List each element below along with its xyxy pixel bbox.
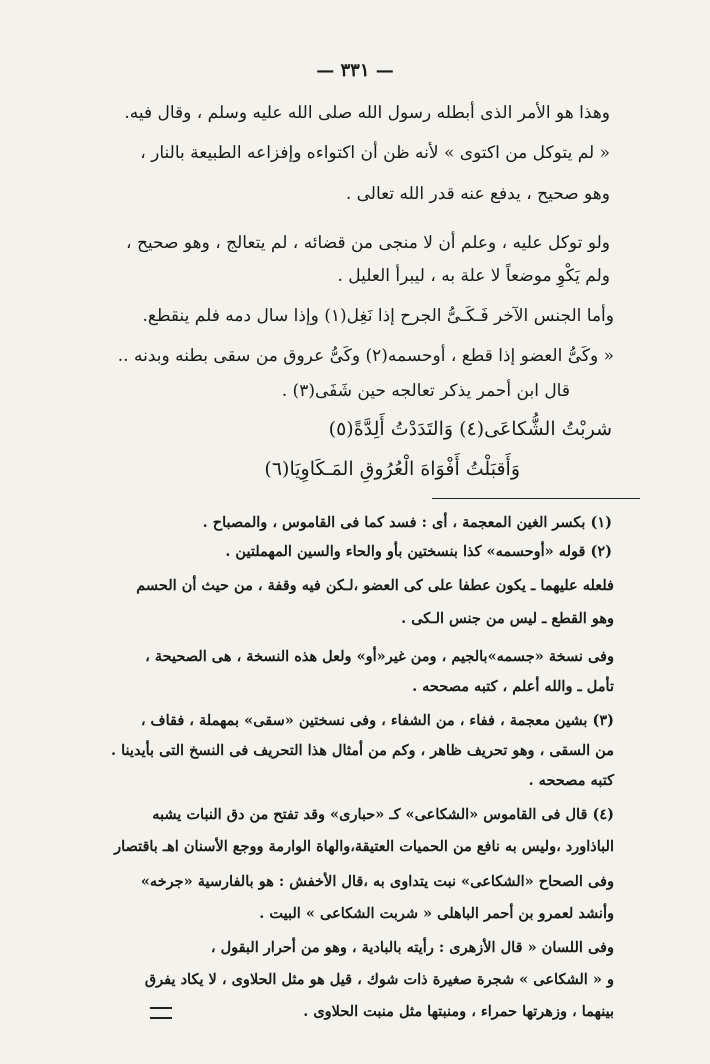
footnote-line: (٣) بشين معجمة ، ففاء ، من الشفاء ، وفى نسختين «سقى» بمهملة ، فقاف ، [140, 712, 614, 729]
footnote-line: وفى الصحاح «الشكاعى» نبت يتداوى به ،قال الأخفش : هو بالفارسية «جرخه» [140, 873, 614, 890]
footnote-line: كتبه مصححه . [528, 772, 614, 789]
end-mark [150, 1007, 172, 1019]
main-text-line: « وكَىُّ العضو إذا قطع ، أوحسمه(٢) وكَىُّ عروق من سقى بطنه وبدنه .. [117, 346, 614, 366]
footnote-line: (١) بكسر الغين المعجمة ، أى : فسد كما فى القاموس ، والمصباح . [202, 514, 612, 531]
footnote-line: وأنشد لعمرو بن أحمر الباهلى « شربت الشكاعى » البيت . [259, 905, 614, 922]
footnote-line: فلعله عليهما ـ يكون عطفا على كى العضو ،لـكن فيه وقفة ، من حيث أن الحسم [136, 577, 614, 594]
footnote-line: بينهما ، وزهرتها حمراء ، ومنبتها مثل منبت الحلاوى . [303, 1003, 614, 1020]
page-number: — ٣٣١ — [316, 60, 394, 81]
footnote-separator [432, 498, 640, 499]
footnote-line: و « الشكاعى » شجرة صغيرة ذات شوك ، قيل هو مثل الحلاوى ، لا يكاد يفرق [144, 971, 614, 988]
main-text-line: قال ابن أحمر يذكر تعالجه حين شَفَى(٣) . [281, 381, 570, 401]
main-text-line: وهذا هو الأمر الذى أبطله رسول الله صلى الله عليه وسلم ، وقال فيه. [124, 103, 610, 123]
footnote-line: تأمل ـ والله أعلم ، كتبه مصححه . [412, 678, 614, 695]
main-text-line: ولم يَكْوِ موضعاً لا علة به ، ليبرأ العليل . [337, 266, 610, 286]
footnote-line: وفى اللسان « قال الأزهرى : رأيته بالبادية ، وهو من أحرار البقول ، [210, 939, 614, 956]
footnote-line: الباذاورد ،وليس به نافع من الحميات العتيقة،والهاة الوارمة ووجع الأسنان اهـ باقتصار [114, 838, 614, 855]
verse-hemistich-1: شربْتُ الشُّكاعَى(٤) وَالتَدَدْتُ أَلِدَّةً(٥) [328, 418, 612, 440]
main-text-line: « لم يتوكل من اكتوى » لأنه ظن أن اكتواءه وإفزاعه الطبيعة بالنار ، [140, 143, 610, 163]
main-text-line: وهو صحيح ، يدفع عنه قدر الله تعالى . [345, 184, 610, 204]
footnote-line: وهو القطع ـ ليس من جنس الـكى . [401, 610, 614, 627]
footnote-line: (٢) قوله «أوحسمه» كذا بنسختين بأو والحاء والسين المهملتين . [225, 543, 612, 560]
footnote-line: من السقى ، وهو تحريف ظاهر ، وكم من أمثال هذا التحريف فى النسخ التى بأيدينا . [111, 742, 614, 759]
footnote-line: وفى نسخة «جسمه»بالجيم ، ومن غير«أو» ولعل هذه النسخة ، هى الصحيحة ، [145, 648, 614, 665]
main-text-line: وأما الجنس الآخر فَـكَـىُّ الجرح إذا نَغِل(١) وإذا سال دمه فلم ينقطع. [142, 306, 614, 326]
main-text-line: ولو توكل عليه ، وعلم أن لا منجى من قضائه ، لم يتعالج ، وهو صحيح ، [126, 233, 610, 253]
verse-hemistich-2: وَأَقبَلْتُ أَفْوَاهَ الْعُرُوقِ المَـكَاوِيَا(٦) [264, 458, 520, 480]
footnote-line: (٤) قال فى القاموس «الشكاعى» كـ «حبارى» وقد تفتح من دق النبات يشبه [152, 806, 614, 823]
